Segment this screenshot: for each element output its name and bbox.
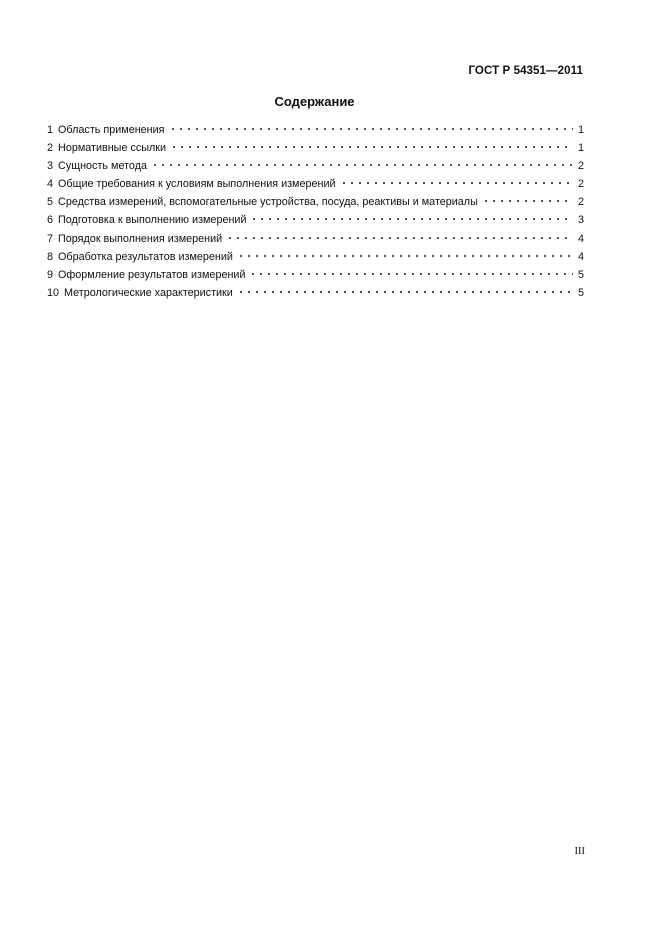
toc-entry-page: 2 [577,178,584,191]
toc-entry-page: 1 [577,142,584,155]
toc-entry-number: 5 [47,196,54,209]
toc-entry-title: Обработка результатов измерений [58,250,233,263]
dot-leader [482,191,573,203]
toc-entry-number: 9 [47,268,54,281]
toc-entry-title: Сущность метода [58,160,147,173]
dot-leader [170,137,573,149]
toc-list [47,121,584,302]
toc-entry-page: 5 [577,286,584,299]
toc-entry-number: 8 [47,250,54,263]
toc-entry-title: Область применения [58,124,165,136]
toc-entry-number: 1 [47,124,54,136]
toc-entry-10[interactable] [47,284,584,302]
dot-leader [226,228,573,240]
toc-entry-title: Подготовка к выполнению измерений [58,214,247,227]
toc-entry-page: 1 [577,124,584,136]
toc-entry-title: Нормативные ссылки [58,142,167,155]
dot-leader [237,282,573,294]
page-number: III [574,846,585,857]
toc-entry-number: 3 [47,160,54,173]
dot-leader [250,209,573,221]
toc-entry-page: 4 [577,232,584,245]
toc-entry-title: Средства измерений, вспомогательные устройства, посуда, реактивы и материалы [58,196,478,209]
toc-entry-number: 4 [47,178,54,191]
dot-leader [249,264,573,276]
document-id: ГОСТ Р 54351—2011 [468,65,583,77]
toc-heading: Содержание [274,94,355,109]
toc-entry-page: 4 [577,250,584,263]
toc-entry-number: 7 [47,232,54,245]
dot-leader [151,155,573,167]
toc-entry-page: 5 [577,268,584,281]
toc-entry-page: 2 [577,196,584,209]
toc-entry-number: 2 [47,142,54,155]
dot-leader [169,119,573,131]
toc-entry-number: 10 [47,286,60,299]
dot-leader [340,173,573,185]
toc-entry-title: Метрологические характеристики [64,286,233,299]
toc-entry-title: Оформление результатов измерений [58,268,246,281]
dot-leader [237,246,573,258]
toc-entry-page: 3 [577,214,584,227]
toc-entry-page: 2 [577,160,584,173]
toc-entry-title: Порядок выполнения измерений [58,232,223,245]
toc-entry-title: Общие требования к условиям выполнения измерений [58,178,336,191]
toc-entry-number: 6 [47,214,54,227]
